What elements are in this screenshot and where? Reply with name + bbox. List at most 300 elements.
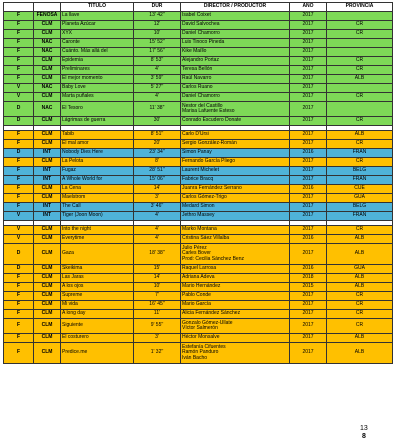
table-row [4,21,393,30]
cell-duration: 14' [134,185,181,194]
cell-year: 2017 [290,140,327,149]
cell-director [181,48,290,57]
cell-duration: 20' [134,140,181,149]
cell-director [181,334,290,343]
cell-province: CR [327,292,393,301]
cell-category: CLM [34,21,61,30]
cell-year: 2017 [290,84,327,93]
cell-director [181,292,290,301]
cell-category: CLM [34,283,61,292]
cell-director [181,140,290,149]
director-line: Carles Bover [182,250,211,257]
cell-director [181,235,290,244]
table-row [4,226,393,235]
table-row [4,244,393,265]
table-row [4,283,393,292]
cell-director [181,226,290,235]
cell-title: El mal amor [61,140,134,149]
cell-title: XYX [61,30,134,39]
cell-year: 2016 [290,185,327,194]
cell-director [181,176,290,185]
cell-province: CR [327,117,393,126]
cell-type: F [4,292,34,301]
cell-province [327,12,393,21]
cell-province [327,84,393,93]
cell-province [327,102,393,117]
cell-title: Tabib [61,131,134,140]
cell-duration: 11' 38'' [134,102,181,117]
cell-duration: 13' 42'' [134,12,181,21]
cell-director [181,167,290,176]
cell-province: CR [327,310,393,319]
table-row [4,212,393,221]
cell-year: 2017 [290,93,327,102]
cell-director [181,185,290,194]
cell-type: F [4,194,34,203]
cell-year: 2017 [290,203,327,212]
cell-category: CLM [34,265,61,274]
cell-category: CLM [34,310,61,319]
cell-type: D [4,244,34,265]
cell-title: Predice.me [61,343,134,364]
director-line: Julio Pérez [182,245,207,252]
cell-type: F [4,343,34,364]
table-row [4,292,393,301]
cell-duration: 18' 38'' [134,244,181,265]
director-line: Carlo D'Ursi [182,131,209,138]
cell-duration: 4' [134,66,181,75]
cell-title: Gaza [61,244,134,265]
director-line: Medard Simon [182,203,215,210]
cell-duration: 8' 51'' [134,131,181,140]
cell-year: 2017 [290,30,327,39]
cell-province [327,39,393,48]
cell-category: CLM [34,30,61,39]
director-line: Mario García [182,301,211,308]
cell-duration: 15' 52'' [134,39,181,48]
cell-category: CLM [34,319,61,334]
director-line: Sergio González-Román [182,140,237,147]
cell-type: F [4,334,34,343]
cell-year: 2015 [290,283,327,292]
cell-category: CLM [34,66,61,75]
cell-province: GUA [327,265,393,274]
cell-province: CR [327,319,393,334]
cell-year: 2017 [290,39,327,48]
cell-category: CLM [34,57,61,66]
cell-title: Preliminares [61,66,134,75]
cell-year: 2017 [290,66,327,75]
cell-duration: 15' [134,265,181,274]
cell-province: CR [327,66,393,75]
cell-year: 2017 [290,57,327,66]
cell-category: INT [34,203,61,212]
table-row [4,167,393,176]
cell-director [181,319,290,334]
cell-year: 2017 [290,167,327,176]
cell-province: ALB [327,244,393,265]
cell-director [181,203,290,212]
director-line: Iván Bacho [182,354,208,361]
cell-year: 2017 [290,310,327,319]
cell-province: CR [327,158,393,167]
cell-director [181,194,290,203]
header-type [4,3,34,12]
cell-director [181,310,290,319]
cell-province: FRAN [327,149,393,158]
cell-title: Skeikima [61,265,134,274]
table-row [4,343,393,364]
cell-province: GUA [327,194,393,203]
cell-director [181,283,290,292]
cell-category: CLM [34,292,61,301]
table-row [4,203,393,212]
cell-title: Cuánto. Más allá del [61,48,134,57]
cell-province: FRAN [327,212,393,221]
cell-title: Tiger (Joon Moon) [61,212,134,221]
cell-director [181,21,290,30]
cell-director [181,265,290,274]
table-row [4,66,393,75]
cell-category: CLM [34,301,61,310]
cell-year: 2017 [290,117,327,126]
table-row [4,319,393,334]
director-line: Cristina Sáez Villalba [182,235,230,242]
director-line: Pablo Conde [182,292,211,299]
cell-duration: 8' 53'' [134,57,181,66]
cell-category: NAC [34,102,61,117]
cell-type: F [4,203,34,212]
table-row [4,140,393,149]
cell-category: CLM [34,244,61,265]
cell-type: F [4,21,34,30]
cell-province: FRAN [327,176,393,185]
cell-year: 2017 [290,292,327,301]
cell-year: 2017 [290,131,327,140]
cell-province: BELG [327,203,393,212]
cell-type: V [4,212,34,221]
cell-type: F [4,176,34,185]
cell-duration: 1' 32'' [134,343,181,364]
cell-type: F [4,283,34,292]
cell-duration: 17' 56'' [134,48,181,57]
table-row [4,310,393,319]
cell-year: 2016 [290,235,327,244]
cell-province: ALB [327,75,393,84]
table-row [4,158,393,167]
cell-title: A Whole World for [61,176,134,185]
header-row [4,3,393,12]
cell-director [181,30,290,39]
director-line: David Salvochea [182,21,220,28]
director-line: Alicia Fernández Sánchez [182,310,241,317]
cell-year: 2017 [290,48,327,57]
cell-title: Siguiente [61,319,134,334]
table-row [4,117,393,126]
cell-duration: 30' [134,117,181,126]
cell-type: F [4,167,34,176]
cell-category: CLM [34,75,61,84]
cell-category: NAC [34,39,61,48]
cell-director [181,149,290,158]
cell-duration: 3' 46'' [134,203,181,212]
table-row [4,39,393,48]
cell-director [181,343,290,364]
cell-year: 2017 [290,102,327,117]
cell-title: Fugaz [61,167,134,176]
cell-category: CLM [34,93,61,102]
cell-duration: 11' [134,310,181,319]
cell-province: ALB [327,131,393,140]
cell-province: ALB [327,283,393,292]
cell-type: F [4,310,34,319]
cell-director [181,274,290,283]
cell-duration: 23' 34'' [134,149,181,158]
cell-category: INT [34,212,61,221]
cell-duration: 4' [134,212,181,221]
cell-province: ALB [327,343,393,364]
cell-director [181,57,290,66]
table-row [4,93,393,102]
cell-category: CLM [34,334,61,343]
cell-director [181,84,290,93]
cell-director [181,301,290,310]
director-line: Raquel Larrosa [182,265,217,272]
director-line: Laurent Michelet [182,167,219,174]
cell-duration: 8' [134,158,181,167]
cell-title: Into the night [61,226,134,235]
cell-duration: 14' [134,274,181,283]
cell-type: F [4,30,34,39]
cell-year: 2017 [290,301,327,310]
cell-director [181,131,290,140]
cell-director [181,12,290,21]
table-row [4,274,393,283]
cell-title: Nobody Dies Here [61,149,134,158]
cell-year: 2017 [290,194,327,203]
director-line: Prod: Cecilia Sánchez Benz [182,255,244,262]
table-row [4,75,393,84]
director-line: Héctor Monsalve [182,334,220,341]
cell-director [181,93,290,102]
cell-province: ALB [327,334,393,343]
cell-title: El mejor momento [61,75,134,84]
cell-category: NAC [34,84,61,93]
table-row [4,149,393,158]
cell-year: 2017 [290,226,327,235]
director-line: Estefanía Cifuentes [182,344,226,351]
director-line: Adriana Adeva [182,274,215,281]
cell-province [327,48,393,57]
cell-category: CLM [34,194,61,203]
cell-title: Caronte [61,39,134,48]
director-line: Marisa Lafuente Esteso [182,108,235,114]
director-line: Daniel Chamorro [182,30,220,37]
cell-category: INT [34,176,61,185]
director-line: Conrado Escudero Donate [182,117,242,124]
cell-province: BELG [327,167,393,176]
cell-category: CLM [34,274,61,283]
cell-province: CR [327,140,393,149]
cell-duration: 3' [134,334,181,343]
cell-duration: 4' [134,226,181,235]
cell-director [181,66,290,75]
cell-province: CR [327,30,393,39]
cell-category: CLM [34,131,61,140]
cell-type: F [4,12,34,21]
cell-duration: 7' [134,292,181,301]
cell-category: FENOSA [34,12,61,21]
cell-type: F [4,66,34,75]
cell-year: 2017 [290,176,327,185]
cell-title: Everytime [61,235,134,244]
page-number [360,425,368,441]
director-line: Víctor Salmerón [182,325,218,331]
table-row [4,185,393,194]
cell-duration: 4' [134,93,181,102]
cell-type: F [4,48,34,57]
cell-duration: 9' 55'' [134,319,181,334]
cell-duration: 10' [134,283,181,292]
cell-duration: 5' 27'' [134,84,181,93]
director-line: Nestor del Castillo [182,102,223,109]
header-category [34,3,61,12]
table-row [4,12,393,21]
table-row [4,235,393,244]
cell-duration: 16' 45'' [134,301,181,310]
cell-title: Las Jaras [61,274,134,283]
director-line: Simon Panay [182,149,212,156]
cell-title: Epidemia [61,57,134,66]
cell-type: F [4,158,34,167]
cell-category: NAC [34,48,61,57]
cell-type: F [4,185,34,194]
header-year: AÑO [290,3,327,12]
table-row [4,57,393,66]
cell-type: F [4,274,34,283]
cell-province: CR [327,57,393,66]
cell-title: La llave [61,12,134,21]
director-line: Alejandro Portaz [182,57,219,64]
cell-type: F [4,140,34,149]
table-row [4,131,393,140]
cell-title: Supreme [61,292,134,301]
director-line: Carlos Ruano [182,84,213,91]
cell-year: 2017 [290,75,327,84]
director-line: Jethro Massey [182,212,215,219]
cell-province: ALB [327,274,393,283]
cell-title: The Call [61,203,134,212]
cell-type: V [4,93,34,102]
cell-type: F [4,301,34,310]
cell-title: A los ojos [61,283,134,292]
table-row [4,30,393,39]
header-director: DIRECTOR / PRODUCTOR [181,3,290,12]
cell-type: D [4,117,34,126]
cell-title: A long day [61,310,134,319]
cell-duration: 12' [134,21,181,30]
cell-province: CR [327,21,393,30]
cell-duration: 15' 06'' [134,176,181,185]
director-line: Raúl Navarro [182,75,212,82]
director-line: Isabel Coixet [182,12,211,19]
cell-year: 2017 [290,319,327,334]
cell-title: Mi vida [61,301,134,310]
cell-type: D [4,102,34,117]
cell-director [181,39,290,48]
cell-type: V [4,84,34,93]
director-line: Fernando García Pliego [182,158,236,165]
table-row [4,84,393,93]
cell-director [181,244,290,265]
table-row [4,48,393,57]
table-row [4,176,393,185]
cell-category: CLM [34,117,61,126]
cell-year: 2017 [290,244,327,265]
cell-duration: 4' [134,235,181,244]
director-line: Luis Tinoco Pineda [182,39,225,46]
cell-director [181,158,290,167]
cell-province: CR [327,226,393,235]
cell-category: INT [34,149,61,158]
cell-year: 2017 [290,343,327,364]
cell-category: CLM [34,235,61,244]
director-line: Ramón Panduro [182,349,219,356]
cell-type: F [4,57,34,66]
table-row [4,265,393,274]
cell-year: 2017 [290,158,327,167]
director-line: Gonzalo Gómez-Ullate [182,319,233,326]
director-line: Fabrice Bracq [182,176,214,183]
page-number-bottom: 8 [361,433,366,440]
director-line: Marko Montana [182,226,217,233]
cell-title: El costurero [61,334,134,343]
cell-type: F [4,319,34,334]
festival-schedule-table [3,2,393,364]
header-title: TÍTULO [61,3,134,12]
cell-type: V [4,226,34,235]
cell-year: 2017 [290,212,327,221]
cell-province: ALB [327,235,393,244]
cell-title: Maelstrom [61,194,134,203]
cell-title: Lágrimas de guerra [61,117,134,126]
director-line: Juanra Fernández Serrano [182,185,242,192]
cell-year: 2016 [290,265,327,274]
table-row [4,194,393,203]
cell-title: Planeta Azúcar [61,21,134,30]
cell-type: D [4,265,34,274]
page-number-top: 13 [360,425,368,432]
cell-title: Marta puñales [61,93,134,102]
cell-duration: 10' [134,30,181,39]
director-line: Daniel Chamorro [182,93,220,100]
cell-title: El Tesoro [61,102,134,117]
cell-year: 2017 [290,21,327,30]
cell-category: CLM [34,158,61,167]
cell-type: F [4,39,34,48]
cell-year: 2016 [290,149,327,158]
director-line: Teresa Bellón [182,66,213,73]
cell-duration: 28' 51'' [134,167,181,176]
cell-director [181,117,290,126]
table-row [4,102,393,117]
director-line: Kike Maíllo [182,48,207,55]
cell-category: CLM [34,185,61,194]
cell-duration: 3' [134,194,181,203]
cell-year: 2017 [290,334,327,343]
cell-title: La Cena [61,185,134,194]
cell-type: D [4,149,34,158]
